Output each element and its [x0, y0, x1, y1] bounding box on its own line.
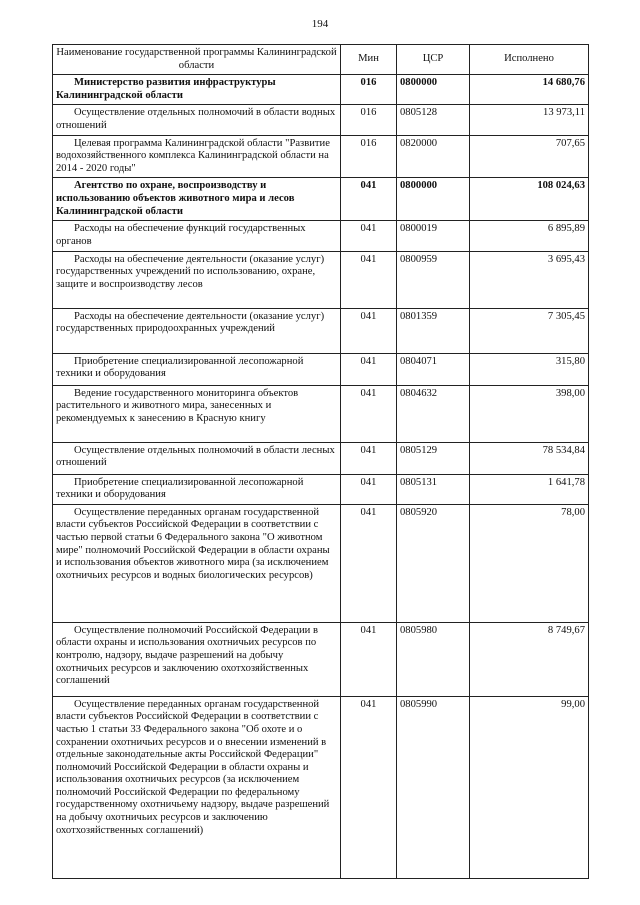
- row-min: 041: [341, 504, 397, 622]
- table-row: [53, 353, 589, 385]
- row-csr: 0801359: [397, 308, 470, 353]
- row-name: Осуществление переданных органам государственной власти субъектов Российской Федерации в соответствии с частью 1 статьи 33 Федерального закона "Об охоте и о сохранении охотничьих ресурсов и о внесении изменений в отдельные законодательные акты Российской Федерации" полномочий Российской Федерации в области охраны и использования охотничьих ресурсов (за исключением полномочий Российской Федерации по федеральному государственному охотничьему надзору, выдаче разрешений на добычу охотничьих ресурсов и заключению охотхозяйственных соглашений): [53, 696, 341, 878]
- table-row: [53, 622, 589, 696]
- row-csr: 0820000: [397, 135, 470, 178]
- table-row: [53, 442, 589, 474]
- row-min: 041: [341, 474, 397, 504]
- header-min: Мин: [341, 45, 397, 75]
- row-amount: 13 973,11: [470, 105, 589, 135]
- row-min: 041: [341, 308, 397, 353]
- row-name: Осуществление отдельных полномочий в области лесных отношений: [53, 442, 341, 474]
- row-name: Осуществление полномочий Российской Федерации в области охраны и использования охотничьих ресурсов по контролю, надзору, выдаче разрешений на добычу охотничьих ресурсов и заключению охотхозяйственных соглашений: [53, 622, 341, 696]
- row-name: Целевая программа Калининградской области "Развитие водохозяйственного комплекса Калининградской области на 2014 - 2020 годы": [53, 135, 341, 178]
- row-amount: 99,00: [470, 696, 589, 878]
- table-row: [53, 178, 589, 221]
- row-csr: 0800000: [397, 75, 470, 105]
- row-min: 016: [341, 135, 397, 178]
- row-amount: 315,80: [470, 353, 589, 385]
- table-row: [53, 221, 589, 251]
- header-name: Наименование государственной программы Калининградской области: [53, 45, 341, 75]
- page-number: 194: [311, 18, 329, 30]
- table-row: [53, 385, 589, 442]
- row-min: 041: [341, 178, 397, 221]
- row-name: Расходы на обеспечение функций государственных органов: [53, 221, 341, 251]
- row-amount: 707,65: [470, 135, 589, 178]
- row-csr: 0800959: [397, 251, 470, 308]
- row-amount: 8 749,67: [470, 622, 589, 696]
- header-csr: ЦСР: [397, 45, 470, 75]
- table-header-row: [53, 45, 589, 75]
- row-min: 041: [341, 696, 397, 878]
- row-csr: 0800019: [397, 221, 470, 251]
- table-row: [53, 105, 589, 135]
- table-row: [53, 251, 589, 308]
- row-amount: 6 895,89: [470, 221, 589, 251]
- row-min: 041: [341, 385, 397, 442]
- row-min: 041: [341, 622, 397, 696]
- row-amount: 78 534,84: [470, 442, 589, 474]
- table-row: [53, 75, 589, 105]
- table-row: [53, 474, 589, 504]
- row-amount: 7 305,45: [470, 308, 589, 353]
- row-amount: 3 695,43: [470, 251, 589, 308]
- row-name: Министерство развития инфраструктуры Калининградской области: [53, 75, 341, 105]
- table-row: [53, 135, 589, 178]
- row-min: 016: [341, 75, 397, 105]
- row-csr: 0800000: [397, 178, 470, 221]
- table-row: [53, 696, 589, 878]
- row-min: 041: [341, 221, 397, 251]
- row-amount: 398,00: [470, 385, 589, 442]
- row-name: Осуществление переданных органам государственной власти субъектов Российской Федерации в соответствии с частью первой статьи 6 Федерального закона "О животном мире" полномочий Российской Федерации в области охраны и использования объектов животного мира (за исключением охотничьих ресурсов и водных биологических ресурсов): [53, 504, 341, 622]
- row-csr: 0804071: [397, 353, 470, 385]
- row-csr: 0804632: [397, 385, 470, 442]
- row-min: 041: [341, 442, 397, 474]
- row-csr: 0805128: [397, 105, 470, 135]
- row-min: 041: [341, 353, 397, 385]
- row-csr: 0805129: [397, 442, 470, 474]
- row-amount: 108 024,63: [470, 178, 589, 221]
- row-name: Ведение государственного мониторинга объектов растительного и животного мира, занесенных и рекомендуемых к занесению в Красную книгу: [53, 385, 341, 442]
- row-min: 041: [341, 251, 397, 308]
- table-body: [53, 75, 589, 879]
- row-name: Расходы на обеспечение деятельности (оказание услуг) государственных природоохранных учреждений: [53, 308, 341, 353]
- row-min: 016: [341, 105, 397, 135]
- row-csr: 0805990: [397, 696, 470, 878]
- row-name: Осуществление отдельных полномочий в области водных отношений: [53, 105, 341, 135]
- row-name: Приобретение специализированной лесопожарной техники и оборудования: [53, 474, 341, 504]
- row-name: Расходы на обеспечение деятельности (оказание услуг) государственных учреждений по использованию, охране, защите и воспроизводству лесов: [53, 251, 341, 308]
- budget-execution-table: [52, 44, 589, 879]
- row-amount: 78,00: [470, 504, 589, 622]
- row-amount: 1 641,78: [470, 474, 589, 504]
- table-row: [53, 308, 589, 353]
- row-name: Приобретение специализированной лесопожарной техники и оборудования: [53, 353, 341, 385]
- table-row: [53, 504, 589, 622]
- row-csr: 0805920: [397, 504, 470, 622]
- row-name: Агентство по охране, воспроизводству и использованию объектов животного мира и лесов Калининградской области: [53, 178, 341, 221]
- row-csr: 0805980: [397, 622, 470, 696]
- header-amount: Исполнено: [470, 45, 589, 75]
- row-amount: 14 680,76: [470, 75, 589, 105]
- row-csr: 0805131: [397, 474, 470, 504]
